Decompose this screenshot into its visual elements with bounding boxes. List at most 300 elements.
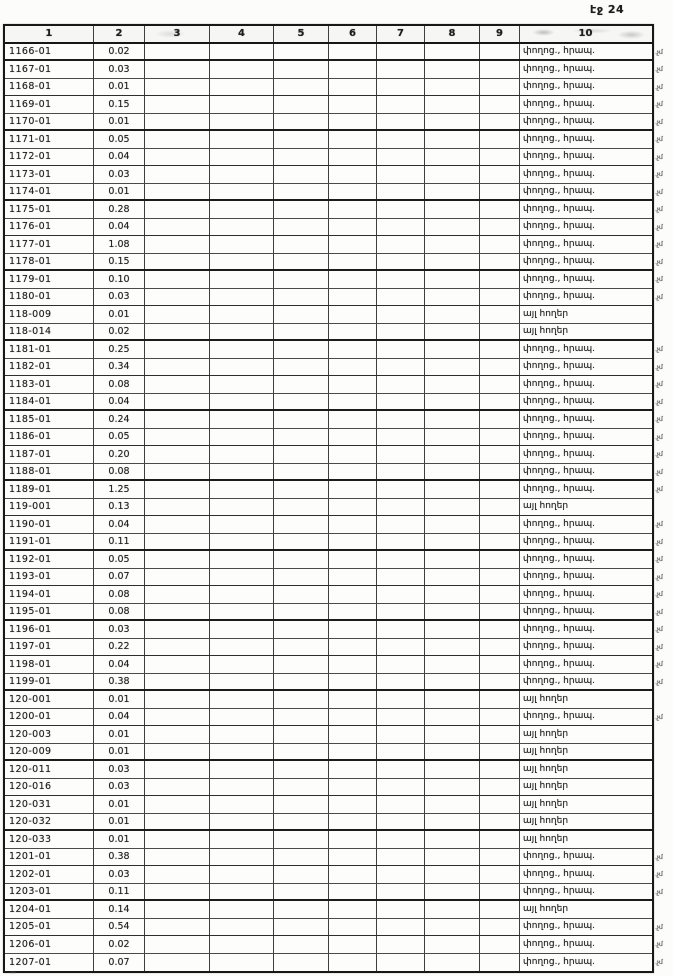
- land-category: փողոց., հրապ.: [523, 658, 595, 669]
- table-row: [5, 289, 663, 307]
- parcel-code: 1206-01: [5, 936, 94, 953]
- empty-cell: [425, 201, 480, 218]
- table-row: [5, 639, 663, 657]
- area-value: 1.08: [94, 236, 145, 253]
- empty-cell: [145, 79, 210, 96]
- empty-cell: [210, 726, 274, 743]
- margin-note: .չմ: [655, 590, 663, 598]
- empty-cell: [377, 761, 425, 778]
- empty-cell: [377, 61, 425, 78]
- table-row: [5, 831, 652, 849]
- land-category: փողոց., հրապ.: [523, 938, 595, 949]
- land-category: փողոց., հրապ.: [523, 361, 595, 372]
- parcel-code: 120-003: [5, 726, 94, 743]
- empty-cell: [145, 271, 210, 288]
- empty-cell: [480, 254, 520, 270]
- empty-cell: [377, 96, 425, 113]
- empty-cell: [274, 429, 329, 446]
- land-category: փողոց., հրապ.: [523, 675, 595, 686]
- empty-cell: [480, 761, 520, 778]
- empty-cell: [377, 289, 425, 306]
- empty-cell: [145, 61, 210, 78]
- empty-cell: [210, 586, 274, 603]
- empty-cell: [329, 236, 377, 253]
- empty-cell: [145, 831, 210, 848]
- parcel-code: 120-009: [5, 744, 94, 760]
- empty-cell: [145, 814, 210, 830]
- area-value: 0.08: [94, 604, 145, 620]
- land-category: այլ հողեր: [523, 815, 569, 826]
- area-value: 0.01: [94, 184, 145, 200]
- land-register-table: [3, 24, 663, 973]
- empty-cell: [145, 604, 210, 620]
- empty-cell: [145, 516, 210, 533]
- land-category: այլ հողեր: [523, 745, 569, 756]
- parcel-code: 120-031: [5, 796, 94, 813]
- margin-note: .չմ: [655, 187, 663, 196]
- parcel-code: 1171-01: [5, 131, 94, 148]
- empty-cell: [329, 919, 377, 936]
- empty-cell: [145, 656, 210, 673]
- column-header-3: 3: [145, 26, 210, 42]
- empty-cell: [425, 96, 480, 113]
- table-row: [5, 149, 663, 167]
- empty-cell: [377, 779, 425, 796]
- area-value: 0.22: [94, 639, 145, 656]
- area-value: 0.04: [94, 516, 145, 533]
- empty-cell: [210, 639, 274, 656]
- empty-cell: [145, 201, 210, 218]
- page-number: էջ 24: [590, 3, 625, 16]
- empty-cell: [329, 481, 377, 498]
- empty-cell: [377, 621, 425, 638]
- area-value: 0.01: [94, 744, 145, 760]
- empty-cell: [377, 271, 425, 288]
- area-value: 0.02: [94, 936, 145, 953]
- parcel-code: 1188-01: [5, 464, 94, 480]
- empty-cell: [480, 376, 520, 393]
- table-row: [5, 901, 652, 919]
- empty-cell: [425, 779, 480, 796]
- area-value: 0.03: [94, 866, 145, 883]
- parcel-code: 1195-01: [5, 604, 94, 620]
- empty-cell: [145, 411, 210, 428]
- empty-cell: [274, 236, 329, 253]
- land-category: այլ հողեր: [523, 308, 569, 319]
- empty-cell: [425, 236, 480, 253]
- parcel-code: 1201-01: [5, 849, 94, 866]
- empty-cell: [274, 61, 329, 78]
- empty-cell: [480, 831, 520, 848]
- empty-cell: [480, 61, 520, 78]
- area-value: 0.01: [94, 79, 145, 96]
- margin-note: .չմ: [655, 397, 663, 406]
- table-row: [5, 516, 663, 534]
- table-row: [5, 219, 663, 237]
- empty-cell: [377, 604, 425, 620]
- empty-cell: [425, 831, 480, 848]
- table-row: [5, 586, 663, 604]
- parcel-code: 1172-01: [5, 149, 94, 166]
- margin-note: .չմ: [655, 117, 663, 126]
- empty-cell: [377, 901, 425, 918]
- empty-cell: [274, 411, 329, 428]
- empty-cell: [425, 464, 480, 480]
- table-row: [5, 184, 663, 202]
- empty-cell: [377, 831, 425, 848]
- table-row: [5, 96, 663, 114]
- area-value: 0.05: [94, 551, 145, 568]
- empty-cell: [480, 236, 520, 253]
- empty-cell: [145, 919, 210, 936]
- empty-cell: [480, 184, 520, 200]
- empty-cell: [425, 341, 480, 358]
- margin-note: .չմ: [655, 275, 663, 283]
- land-category: այլ հողեր: [523, 501, 569, 512]
- empty-cell: [210, 341, 274, 358]
- parcel-code: 120-016: [5, 779, 94, 796]
- empty-cell: [274, 44, 329, 60]
- empty-cell: [210, 691, 274, 708]
- empty-cell: [377, 131, 425, 148]
- table-row: [5, 674, 663, 692]
- area-value: 0.03: [94, 289, 145, 306]
- empty-cell: [145, 166, 210, 183]
- empty-cell: [329, 359, 377, 376]
- empty-cell: [480, 866, 520, 883]
- empty-cell: [274, 201, 329, 218]
- empty-cell: [480, 586, 520, 603]
- empty-cell: [274, 534, 329, 550]
- parcel-code: 1183-01: [5, 376, 94, 393]
- land-category: փողոց., հրապ.: [523, 641, 595, 652]
- margin-note: .չմ: [655, 485, 663, 493]
- empty-cell: [210, 831, 274, 848]
- empty-cell: [480, 534, 520, 550]
- empty-cell: [210, 236, 274, 253]
- margin-note: .չմ: [655, 222, 663, 231]
- empty-cell: [425, 586, 480, 603]
- table-row: [5, 709, 663, 727]
- area-value: 0.03: [94, 779, 145, 796]
- empty-cell: [210, 324, 274, 340]
- empty-cell: [145, 464, 210, 480]
- parcel-code: 1194-01: [5, 586, 94, 603]
- column-header-8: 8: [425, 26, 480, 42]
- table-row: [5, 79, 663, 97]
- parcel-code: 1179-01: [5, 271, 94, 288]
- empty-cell: [274, 656, 329, 673]
- empty-cell: [145, 149, 210, 166]
- empty-cell: [480, 79, 520, 96]
- empty-cell: [425, 849, 480, 866]
- empty-cell: [425, 306, 480, 323]
- margin-note: .չմ: [655, 870, 663, 878]
- empty-cell: [274, 604, 329, 620]
- empty-cell: [210, 866, 274, 883]
- land-category: փողոց., հրապ.: [523, 378, 595, 389]
- empty-cell: [377, 254, 425, 270]
- empty-cell: [210, 499, 274, 516]
- parcel-code: 1184-01: [5, 394, 94, 410]
- empty-cell: [377, 499, 425, 516]
- parcel-code: 1175-01: [5, 201, 94, 218]
- empty-cell: [480, 779, 520, 796]
- margin-note: .չմ: [655, 555, 663, 563]
- table-row: [5, 254, 663, 272]
- table-row: [5, 166, 663, 184]
- empty-cell: [274, 499, 329, 516]
- empty-cell: [210, 359, 274, 376]
- parcel-code: 120-011: [5, 761, 94, 778]
- empty-cell: [329, 814, 377, 830]
- empty-cell: [480, 674, 520, 690]
- empty-cell: [377, 44, 425, 60]
- empty-cell: [425, 481, 480, 498]
- parcel-code: 1173-01: [5, 166, 94, 183]
- empty-cell: [210, 79, 274, 96]
- land-category: փողոց., հրապ.: [523, 343, 595, 354]
- empty-cell: [329, 761, 377, 778]
- table-row: [5, 621, 663, 639]
- empty-cell: [329, 219, 377, 236]
- empty-cell: [480, 604, 520, 620]
- empty-cell: [329, 534, 377, 550]
- empty-cell: [274, 516, 329, 533]
- empty-cell: [329, 831, 377, 848]
- land-category: այլ հողեր: [523, 781, 569, 792]
- empty-cell: [329, 114, 377, 130]
- empty-cell: [274, 359, 329, 376]
- area-value: 0.03: [94, 61, 145, 78]
- empty-cell: [210, 569, 274, 586]
- area-value: 0.01: [94, 814, 145, 830]
- empty-cell: [480, 341, 520, 358]
- empty-cell: [377, 919, 425, 936]
- land-category: այլ հողեր: [523, 693, 569, 704]
- empty-cell: [274, 271, 329, 288]
- empty-cell: [210, 744, 274, 760]
- empty-cell: [210, 429, 274, 446]
- empty-cell: [480, 411, 520, 428]
- empty-cell: [145, 639, 210, 656]
- empty-cell: [329, 464, 377, 480]
- table-row: [5, 569, 663, 587]
- area-value: 0.04: [94, 219, 145, 236]
- area-value: 0.10: [94, 271, 145, 288]
- empty-cell: [329, 324, 377, 340]
- empty-cell: [480, 936, 520, 953]
- table-row: [5, 551, 663, 569]
- margin-note: .չմ: [655, 957, 663, 966]
- empty-cell: [425, 114, 480, 130]
- empty-cell: [425, 796, 480, 813]
- parcel-code: 1182-01: [5, 359, 94, 376]
- table-row: [5, 534, 663, 552]
- empty-cell: [210, 884, 274, 900]
- empty-cell: [425, 61, 480, 78]
- table-row: [5, 306, 652, 324]
- empty-cell: [480, 446, 520, 463]
- table-row: [5, 429, 663, 447]
- empty-cell: [480, 166, 520, 183]
- empty-cell: [329, 726, 377, 743]
- empty-cell: [377, 114, 425, 130]
- margin-note: .չմ: [655, 852, 663, 861]
- empty-cell: [145, 586, 210, 603]
- land-category: փողոց., հրապ.: [523, 413, 595, 424]
- empty-cell: [210, 604, 274, 620]
- empty-cell: [210, 516, 274, 533]
- empty-cell: [425, 744, 480, 760]
- empty-cell: [329, 551, 377, 568]
- parcel-code: 1191-01: [5, 534, 94, 550]
- empty-cell: [377, 744, 425, 760]
- empty-cell: [425, 254, 480, 270]
- land-category: փողոց., հրապ.: [523, 255, 595, 266]
- area-value: 0.05: [94, 131, 145, 148]
- table-row: [5, 394, 663, 412]
- area-value: 0.01: [94, 796, 145, 813]
- empty-cell: [480, 149, 520, 166]
- empty-cell: [329, 79, 377, 96]
- empty-cell: [329, 306, 377, 323]
- empty-cell: [480, 394, 520, 410]
- empty-cell: [377, 446, 425, 463]
- area-value: 0.08: [94, 464, 145, 480]
- empty-cell: [210, 411, 274, 428]
- table-row: [5, 919, 663, 937]
- empty-cell: [210, 184, 274, 200]
- empty-cell: [425, 44, 480, 60]
- parcel-code: 1207-01: [5, 954, 94, 972]
- empty-cell: [274, 376, 329, 393]
- margin-note: .չմ: [655, 152, 663, 161]
- empty-cell: [329, 61, 377, 78]
- empty-cell: [210, 849, 274, 866]
- empty-cell: [274, 639, 329, 656]
- empty-cell: [145, 779, 210, 796]
- table-row: [5, 359, 663, 377]
- margin-note: .չմ: [655, 240, 663, 248]
- table-row: [5, 131, 663, 149]
- column-header-5: 5: [274, 26, 329, 42]
- empty-cell: [425, 516, 480, 533]
- empty-cell: [329, 656, 377, 673]
- empty-cell: [145, 446, 210, 463]
- empty-cell: [480, 639, 520, 656]
- land-category: փողոց., հրապ.: [523, 535, 595, 546]
- empty-cell: [145, 341, 210, 358]
- area-value: 0.04: [94, 149, 145, 166]
- empty-cell: [329, 446, 377, 463]
- empty-cell: [425, 761, 480, 778]
- area-value: 0.01: [94, 306, 145, 323]
- empty-cell: [274, 306, 329, 323]
- area-value: 0.07: [94, 569, 145, 586]
- land-category: փողոց., հրապ.: [523, 221, 595, 232]
- empty-cell: [210, 376, 274, 393]
- empty-cell: [329, 621, 377, 638]
- empty-cell: [210, 61, 274, 78]
- table-row: [5, 341, 663, 359]
- land-category: փողոց., հրապ.: [523, 395, 595, 406]
- empty-cell: [425, 131, 480, 148]
- land-category: փողոց., հրապ.: [523, 115, 595, 126]
- margin-note: .չմ: [655, 660, 663, 668]
- empty-cell: [480, 621, 520, 638]
- empty-cell: [274, 954, 329, 972]
- empty-cell: [210, 919, 274, 936]
- empty-cell: [480, 201, 520, 218]
- empty-cell: [329, 149, 377, 166]
- land-category: փողոց., հրապ.: [523, 273, 595, 284]
- empty-cell: [480, 429, 520, 446]
- area-value: 0.04: [94, 656, 145, 673]
- empty-cell: [480, 726, 520, 743]
- empty-cell: [210, 954, 274, 972]
- empty-cell: [274, 691, 329, 708]
- empty-cell: [145, 954, 210, 972]
- empty-cell: [145, 481, 210, 498]
- empty-cell: [480, 691, 520, 708]
- empty-cell: [480, 271, 520, 288]
- land-category: փողոց., հրապ.: [523, 185, 595, 196]
- empty-cell: [480, 919, 520, 936]
- area-value: 0.01: [94, 114, 145, 130]
- empty-cell: [274, 96, 329, 113]
- empty-cell: [377, 884, 425, 900]
- empty-cell: [145, 551, 210, 568]
- empty-cell: [329, 44, 377, 60]
- empty-cell: [377, 674, 425, 690]
- empty-cell: [210, 464, 274, 480]
- empty-cell: [145, 866, 210, 883]
- empty-cell: [274, 919, 329, 936]
- empty-cell: [274, 674, 329, 690]
- parcel-code: 1174-01: [5, 184, 94, 200]
- empty-cell: [329, 499, 377, 516]
- empty-cell: [210, 779, 274, 796]
- area-value: 0.04: [94, 709, 145, 726]
- margin-note: .չմ: [655, 642, 663, 651]
- empty-cell: [425, 814, 480, 830]
- parcel-code: 1192-01: [5, 551, 94, 568]
- parcel-code: 120-001: [5, 691, 94, 708]
- empty-cell: [329, 691, 377, 708]
- empty-cell: [480, 219, 520, 236]
- empty-cell: [145, 569, 210, 586]
- empty-cell: [425, 411, 480, 428]
- area-value: 0.34: [94, 359, 145, 376]
- empty-cell: [145, 796, 210, 813]
- margin-note: .չմ: [655, 940, 663, 948]
- empty-cell: [377, 639, 425, 656]
- empty-cell: [145, 621, 210, 638]
- table-row: [5, 604, 663, 622]
- empty-cell: [480, 849, 520, 866]
- empty-cell: [210, 551, 274, 568]
- empty-cell: [329, 796, 377, 813]
- empty-cell: [145, 394, 210, 410]
- empty-cell: [145, 254, 210, 270]
- table-row: [5, 814, 652, 832]
- empty-cell: [145, 184, 210, 200]
- area-value: 0.24: [94, 411, 145, 428]
- empty-cell: [377, 359, 425, 376]
- margin-note: .չմ: [655, 82, 663, 91]
- parcel-code: 120-032: [5, 814, 94, 830]
